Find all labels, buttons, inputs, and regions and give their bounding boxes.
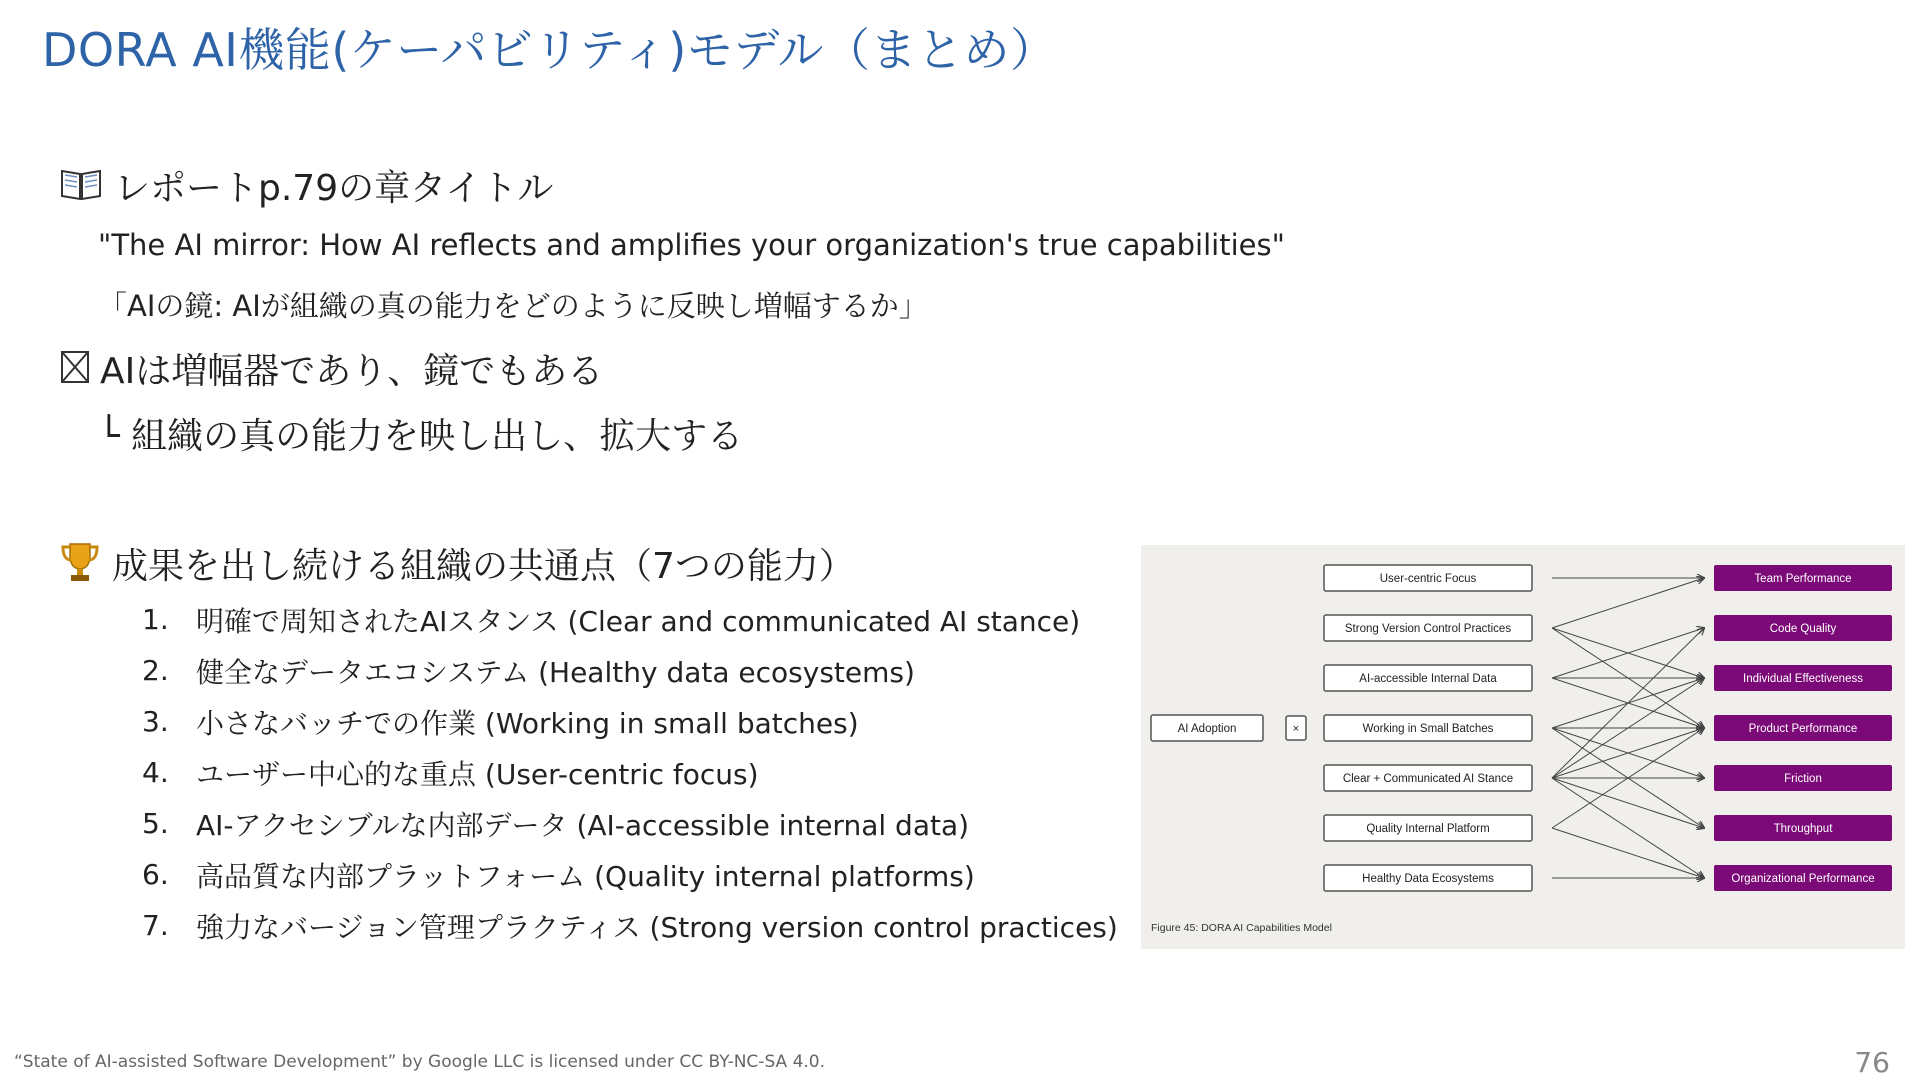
list-item-number: 5.	[142, 807, 169, 840]
trophy-icon	[60, 541, 100, 587]
list-item	[142, 747, 1118, 798]
list-item-number: 7.	[142, 909, 169, 942]
capability-label: User-centric Focus	[1379, 573, 1477, 585]
link-arrow	[1552, 578, 1704, 628]
list-item-number: 2.	[142, 654, 169, 687]
list-item-text: 高品質な内部プラットフォーム (Quality internal platforms)	[196, 859, 975, 893]
amplifier-sub: └ 組織の真の能力を映し出し、拡大する	[98, 416, 744, 457]
list-item-text: 明確で周知されたAIスタンス (Clear and communicated AI stance)	[196, 604, 1081, 638]
link-arrow	[1552, 628, 1704, 778]
outcome-label: Friction	[1784, 773, 1822, 785]
capabilities-heading: 成果を出し続ける組織の共通点（7つの能力）	[112, 546, 855, 587]
list-item-text: 強力なバージョン管理プラクティス (Strong version control practices)	[196, 910, 1118, 944]
list-item-number: 4.	[142, 756, 169, 789]
list-item	[142, 900, 1118, 951]
link-arrows	[1552, 578, 1704, 878]
report-section-heading: レポートp.79の章タイトル	[114, 168, 554, 209]
capabilities-list	[142, 594, 1118, 951]
link-arrow	[1552, 778, 1704, 828]
outcome-label: Throughput	[1773, 823, 1833, 835]
list-item-number: 3.	[142, 705, 169, 738]
list-item	[142, 798, 1118, 849]
license-footer: “State of AI-assisted Software Development” by Google LLC is licensed under CC BY-NC-SA 4.0.	[14, 1052, 826, 1072]
link-arrow	[1552, 778, 1704, 878]
capability-label: Healthy Data Ecosystems	[1362, 873, 1494, 885]
figure-caption: Figure 45: DORA AI Capabilities Model	[1151, 922, 1332, 934]
list-item	[142, 645, 1118, 696]
capability-label: Strong Version Control Practices	[1344, 623, 1512, 635]
list-item	[142, 594, 1118, 645]
times-icon: ×	[1292, 723, 1300, 735]
outcome-label: Organizational Performance	[1731, 873, 1875, 885]
capability-boxes	[1324, 565, 1532, 891]
report-japanese-title: 「AIの鏡: AIが組織の真の能力をどのように反映し増幅するか」	[98, 289, 928, 323]
adoption-label: AI Adoption	[1177, 723, 1237, 735]
capability-label: AI-accessible Internal Data	[1359, 673, 1497, 685]
capability-label: Clear + Communicated AI Stance	[1342, 773, 1514, 785]
list-item-number: 6.	[142, 858, 169, 891]
list-item-text: ユーザー中心的な重点 (User-centric focus)	[196, 757, 759, 791]
list-item	[142, 849, 1118, 900]
outcome-label: Individual Effectiveness	[1743, 673, 1863, 685]
amplifier-heading-row	[60, 343, 603, 394]
report-english-title: "The AI mirror: How AI reflects and amplifies your organization's true capabilities"	[98, 228, 1285, 262]
capabilities-model-figure	[1141, 545, 1905, 949]
outcome-label: Team Performance	[1754, 573, 1852, 585]
page-title: DORA AI機能(ケーパビリティ)モデル（まとめ）	[42, 23, 1057, 77]
list-item-text: 健全なデータエコシステム (Healthy data ecosystems)	[196, 655, 915, 689]
capabilities-heading-row	[60, 538, 855, 589]
link-arrow	[1552, 828, 1704, 878]
outcome-label: Code Quality	[1769, 623, 1837, 635]
capability-label: Working in Small Batches	[1362, 723, 1494, 735]
outcome-boxes	[1714, 565, 1892, 891]
list-item-number: 1.	[142, 603, 169, 636]
capabilities-model-diagram	[1141, 545, 1905, 949]
page-number: 76	[1854, 1046, 1890, 1079]
list-item	[142, 696, 1118, 747]
outcome-label: Product Performance	[1748, 723, 1858, 735]
open-book-icon	[60, 166, 102, 206]
list-item-text: 小さなバッチでの作業 (Working in small batches)	[196, 706, 859, 740]
list-item-text: AI-アクセシブルな内部データ (AI-accessible internal data)	[196, 808, 970, 842]
report-section-heading-row	[60, 160, 553, 211]
capability-label: Quality Internal Platform	[1366, 823, 1490, 835]
amplifier-heading: AIは増幅器であり、鏡でもある	[100, 351, 604, 392]
ballot-box-icon	[60, 349, 90, 389]
